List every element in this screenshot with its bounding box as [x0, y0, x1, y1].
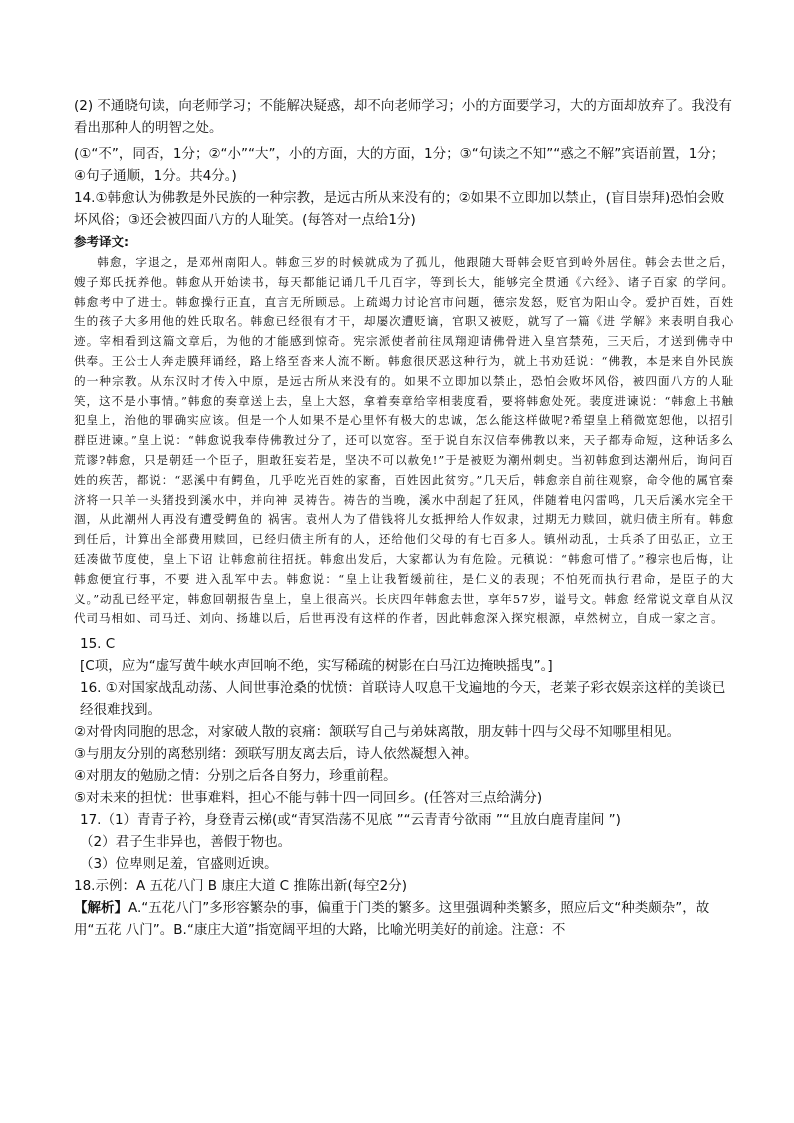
translation-body: 韩愈，字退之，是邓州南阳人。韩愈三岁的时候就成为了孤儿，他跟随大哥韩会贬官到岭外居住。韩会去世之后，嫂子郑氏抚养他。韩愈从开始读书，每天都能记诵几千几百字，等到长大，能够完全贯通《六经》、诸子百家 的学问。韩愈考中了进士。韩愈操行正直，直言无所顾忌。上疏竭力讨论宫市问题，德宗发怒，贬官为阳山令。爱护百姓，百姓生的孩子大多用他的姓氏取名。韩愈已经很有才干，却屡次遭贬谪，官职又被贬，就写了一篇《进 学解》来表明自我心迹。宰相看到这篇文章后，为他的才能感到惊奇。宪宗派使者前往凤翔迎请佛骨进入皇宫禁苑，三天后，才送到佛寺中供奉。王公士人奔走膜拜诵经，路上络至沓来人流不断。韩愈很厌恶这种行为，就上书劝廷说：“佛教，本是来自外民族的一种宗教。从东汉时才传入中原，是远古所从来没有的。如果不立即加以禁止，恐怕会败坏风俗，被四面八方的人耻笑，这不是小事情。”韩愈的奏章送上去，皇上大怒，拿着奏章给宰相裴度看，要将韩愈处死。裴度进谏说：“韩愈上书触犯皇上，治他的罪确实应该。但是一个人如果不是心里怀有极大的忠诚，怎么能这样做呢?希望皇上稍微宽恕他，以招引群臣进谏。”皇上说：“韩愈说我奉侍佛教过分了，还可以宽容。至于说自东汉信奉佛教以来，天子都寿命短，这种话多么荒谬?韩愈，只是朝廷一个臣子，胆敢狂妄若是，坚决不可以赦免!”于是被贬为潮州刺史。当初韩愈到达潮州后，询问百姓的疾苦，都说：“恶溪中有鳄鱼，几乎吃光百姓的家畜，百姓因此贫穷。”几天后，韩愈亲自前往观察，命令他的属官秦济将一只羊一头猪投到溪水中，并向神 灵祷告。祷告的当晚，溪水中刮起了狂风，伴随着电闪雷鸣，几天后溪水完全干涸，从此潮州人再没有遭受鳄鱼的 祸害。袁州人为了借钱将儿女抵押给人作奴隶，过期无力赎回，就归债主所有。韩愈到任后，计算出全部费用赎回，已经归债主所有的人，还给他们父母的有七百多人。镇州动乱，士兵杀了田弘正，立王廷凑做节度使，皇上下诏 让韩愈前往招抚。韩愈出发后，大家都认为有危险。元稹说：“韩愈可惜了。”穆宗也后悔，让韩愈便宜行事，不要 进入乱军中去。韩愈说：“皇上让我暂缓前往，是仁义的表现；不怕死而执行君命，是臣子的大义。”动乱已经平定，韩愈回朝报告皇上，皇上很高兴。长庆四年韩愈去世，享年57岁，谥号文。韩愈 经常说文章自从汉代司马相如、司马迁、刘向、扬雄以后，后世再没有这样的作者，因此韩愈深入探究根源，卓然树立，自成一家之言。 — [74, 255, 734, 626]
q18-answer: 18.示例：A 五花八门 B 康庄大道 C 推陈出新(每空2分) — [74, 878, 407, 895]
q13-scoring-note: (①“不”，同否，1分；②“小”“大”，小的方面，大的方面，1分；③“句读之不知”“惑之不解”宾语前置，1分；④句子通顺，1分。共4分。) — [74, 146, 725, 184]
q15-explanation: [C项，应为“虚写黄牛峡水声回响不绝，实写稀疏的树影在白马江边掩映摇曳”。] — [80, 658, 553, 675]
q16-item-4: ④对朋友的勉励之情：分别之后各自努力，珍重前程。 — [74, 768, 397, 785]
analysis-text: A.“五花八门”多形容繁杂的事，偏重于门类的繁多。这里强调种类繁多，照应后文“种类颇杂”，故用“五花 八门”。B.“康庄大道”指宽阔平坦的大路，比喻光明美好的前途。注意：不 — [74, 900, 710, 939]
q16-item-5: ⑤对未来的担忧：世事难料，担心不能与韩十四一同回乡。(任答对三点给满分) — [74, 790, 543, 807]
analysis-label: 【解析】 — [74, 900, 128, 917]
q18-analysis — [74, 897, 734, 941]
q17-item-1: 17.（1）青青子衿，身登青云梯(或“青冥浩荡不见底 ”“云青青兮欲雨 ”“且放白鹿青崖间 ”) — [80, 812, 621, 829]
q16-item-1: 16. ①对国家战乱动荡、人间世事沧桑的忧愤：首联诗人叹息干戈遍地的今天，老莱子彩衣娱亲这样的美谈已经很难找到。 — [80, 680, 726, 719]
q16-item-2: ②对骨肉同胞的思念，对家破人散的哀痛：颔联写自己与弟妹离散，朋友韩十四与父母不知哪里相见。 — [74, 724, 681, 741]
q14-answer: 14.①韩愈认为佛教是外民族的一种宗教，是远古所从来没有的；②如果不立即加以禁止，(盲目崇拜)恐怕会败坏风俗；③还会被四面八方的人耻笑。(每答对一点给1分) — [74, 190, 725, 228]
translation-heading: 参考译文: — [74, 234, 129, 249]
q16-item-3: ③与朋友分别的离愁别绪：颈联写朋友离去后，诗人依然凝想入神。 — [74, 746, 478, 763]
reference-translation — [74, 253, 734, 629]
q13-part2-answer: (2) 不通晓句读，向老师学习；不能解决疑惑，却不向老师学习；小的方面要学习，大的方面却放弃了。我没有 看出那种人的明智之处。 — [74, 98, 732, 136]
q17-item-3: （3）位卑则足羞，官盛则近谀。 — [80, 856, 278, 873]
q17-item-2: （2）君子生非异也，善假于物也。 — [80, 834, 292, 851]
q15-answer: 15. C — [80, 636, 116, 653]
